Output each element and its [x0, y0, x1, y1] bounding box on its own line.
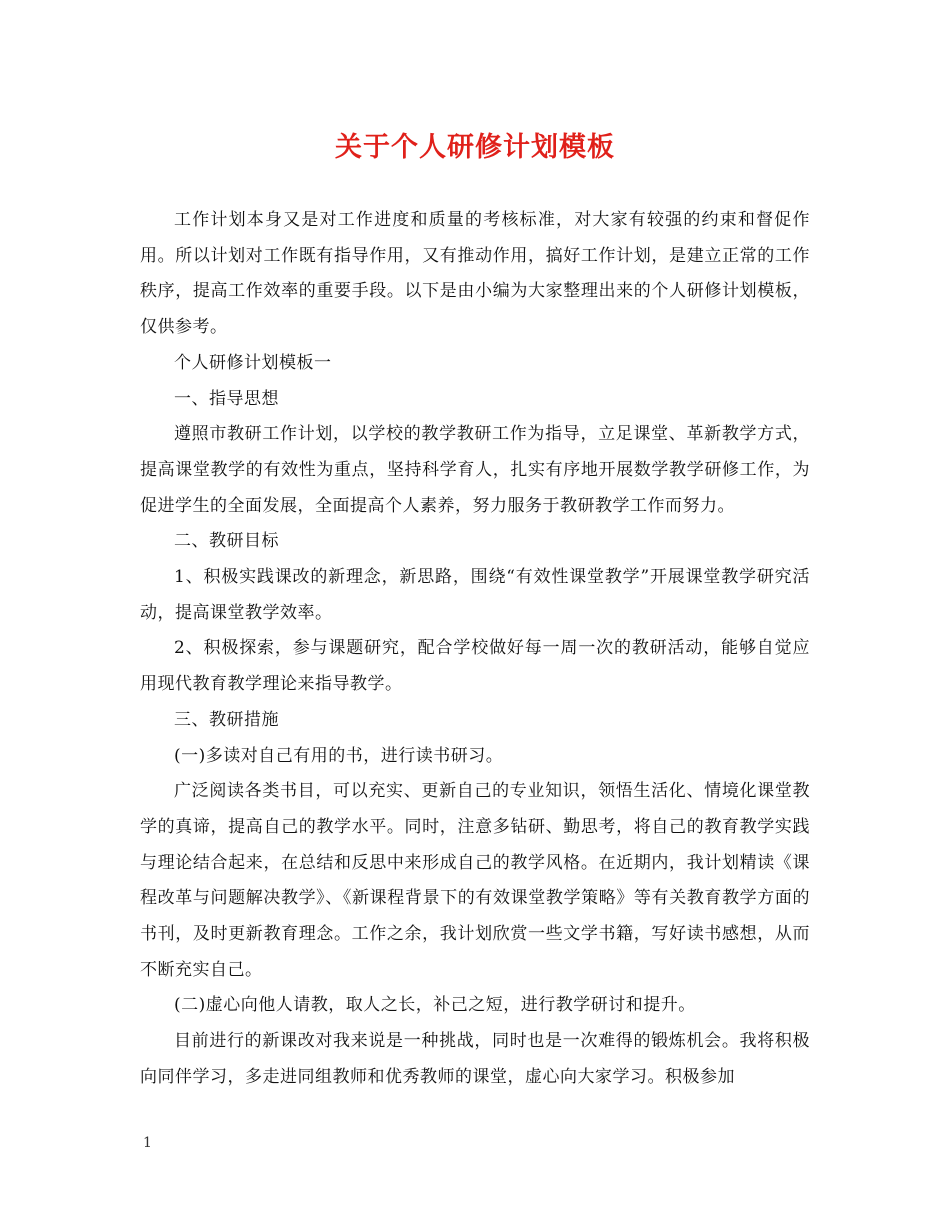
paragraph-measure-one: 广泛阅读各类书目，可以充实、更新自己的专业知识，领悟生活化、情境化课堂教学的真谛，提高自己的教学水平。同时，注意多钻研、勤思考，将自己的教育教学实践与理论结合起来，在总结和反思中来形成自己的教学风格。在近期内，我计划精读《课程改革与问题解决教学》、《新课程背景下的有效课堂教学策略》等有关教育教学方面的书刊，及时更新教育理念。工作之余，我计划欣赏一些文学书籍，写好读书感想，从而不断充实自己。 — [140, 781, 810, 980]
page-number: 1 — [143, 1135, 152, 1151]
paragraph-measure-two: 目前进行的新课改对我来说是一种挑战，同时也是一次难得的锻炼机会。我将积极向同伴学习，多走进同组教师和优秀教师的课堂，虚心向大家学习。积极参加 — [140, 1031, 810, 1087]
paragraph-intro: 工作计划本身又是对工作进度和质量的考核标准，对大家有较强的约束和督促作用。所以计划对工作既有指导作用，又有推动作用，搞好工作计划，是建立正常的工作秩序，提高工作效率的重要手段。以下是由小编为大家整理出来的个人研修计划模板，仅供参考。 — [140, 210, 810, 338]
subheading-measure-one: (一)多读对自己有用的书，进行读书研习。 — [174, 745, 504, 766]
paragraph-guiding-thought: 遵照市教研工作计划，以学校的教学教研工作为指导，立足课堂、革新教学方式，提高课堂教学的有效性为重点，坚持科学育人，扎实有序地开展数学教学研修工作，为促进学生的全面发展，全面提高个人素养，努力服务于教研教学工作而努力。 — [140, 424, 810, 516]
document-title: 关于个人研修计划模板 — [335, 132, 615, 163]
section-heading-template-one: 个人研修计划模板一 — [174, 352, 332, 373]
paragraph-goal-one: 1、积极实践课改的新理念，新思路，围绕“有效性课堂教学”开展课堂教学研究活动，提高课堂教学效率。 — [140, 567, 810, 623]
section-heading-research-measures: 三、教研措施 — [174, 709, 279, 730]
section-heading-guiding-thought: 一、指导思想 — [174, 388, 279, 409]
paragraph-goal-two: 2、积极探索，参与课题研究，配合学校做好每一周一次的教研活动，能够自觉应用现代教育教学理论来指导教学。 — [140, 638, 810, 695]
section-heading-research-goals: 二、教研目标 — [174, 531, 279, 552]
document-body — [140, 203, 810, 1096]
subheading-measure-two: (二)虚心向他人请教，取人之长，补己之短，进行教学研讨和提升。 — [174, 995, 696, 1016]
